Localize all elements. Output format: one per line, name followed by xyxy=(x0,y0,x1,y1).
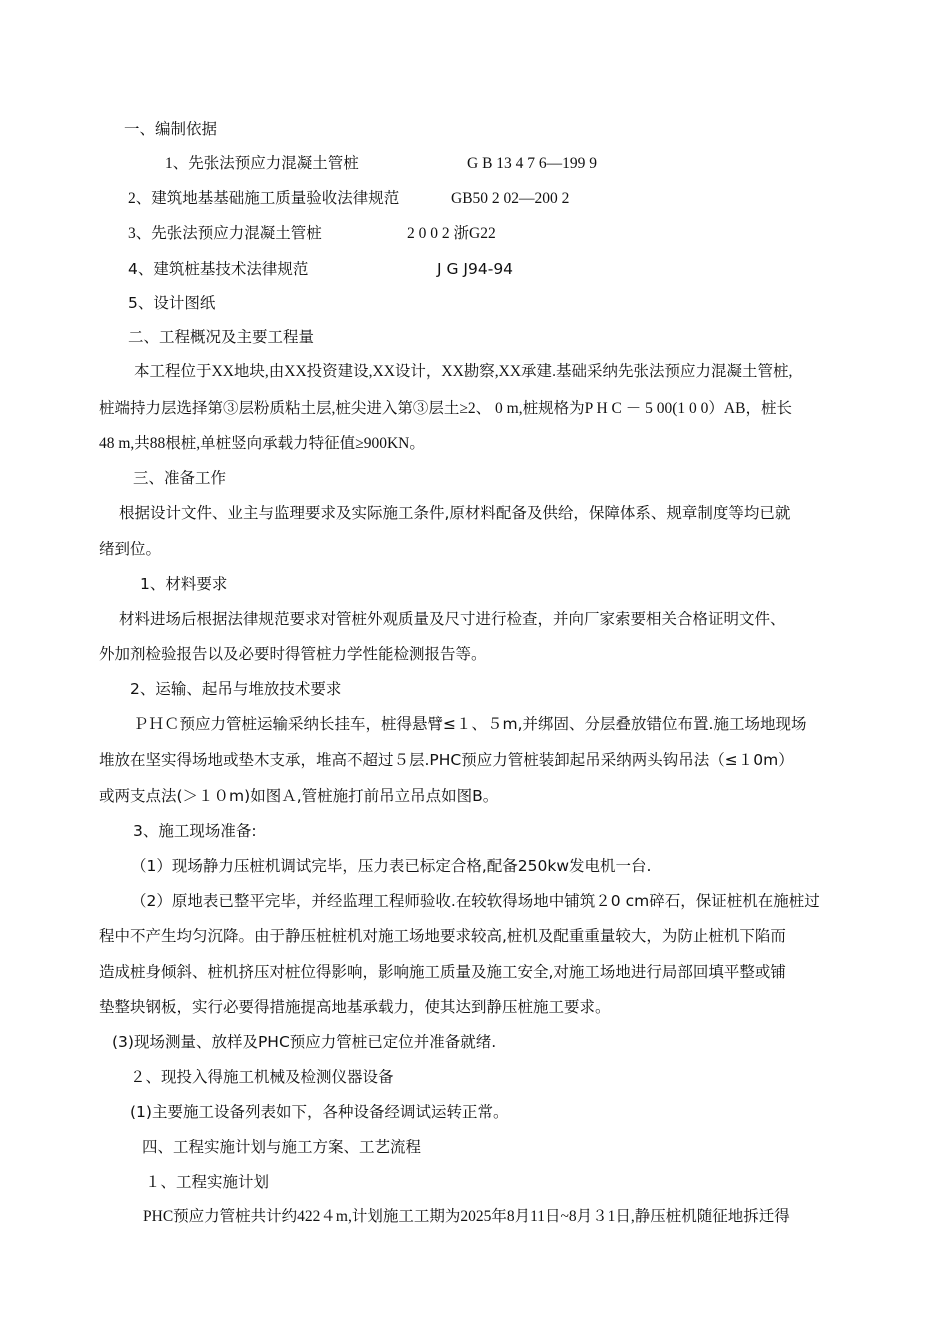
section-heading-basis: 一、编制依据 xyxy=(124,121,218,138)
subsection-heading-materials: 1、材料要求 xyxy=(140,575,228,593)
reference-title: 4、建筑桩基技术法律规范 xyxy=(128,260,309,278)
section-heading-plan: 四、工程实施计划与施工方案、工艺流程 xyxy=(142,1138,422,1156)
paragraph-line: ＰＨＣ预应力管桩运输采纳长挂车，桩得悬臂≤１、５m,并绑固、分层叠放错位布置.施工场地现场 xyxy=(133,715,807,733)
reference-title: 1、先张法预应力混凝土管桩 xyxy=(165,155,359,172)
paragraph-line: 48 m,共88根桩,单桩竖向承载力特征值≥900KN。 xyxy=(99,435,425,452)
section-heading-overview: 二、工程概况及主要工程量 xyxy=(128,329,315,346)
paragraph-line: PHC预应力管桩共计约422４m,计划施工工期为2025年8月11日~8月３1日,静压桩机随征地拆迁得 xyxy=(143,1208,790,1225)
reference-title: 3、先张法预应力混凝土管桩 xyxy=(128,225,322,242)
subsection-heading-equipment: ２、现投入得施工机械及检测仪器设备 xyxy=(130,1068,394,1086)
reference-item-4 xyxy=(0,258,950,280)
paragraph-line: 材料进场后根据法律规范要求对管桩外观质量及尺寸进行检查，并向厂家索要相关合格证明文件、 xyxy=(119,610,786,628)
reference-code: GB50 2 02—200 2 xyxy=(451,190,570,207)
paragraph-line: 桩端持力层选择第③层粉质粘土层,桩尖进入第③层土≥2、 0 m,桩规格为P H C － 5 00(1 0 0）AB，桩长 xyxy=(99,400,792,417)
paragraph-line: 或两支点法(＞１０m)如图Ａ,管桩施打前吊立吊点如图B。 xyxy=(99,787,499,805)
reference-item-1 xyxy=(0,153,950,175)
paragraph-line: 根据设计文件、业主与监理要求及实际施工条件,原材料配备及供给，保障体系、规章制度等均已就 xyxy=(119,504,791,522)
list-item: （1）现场静力压桩机调试完毕，压力表已标定合格,配备250kw发电机一台. xyxy=(131,857,652,875)
reference-item-2 xyxy=(0,188,950,210)
paragraph-line: 本工程位于XX地块,由XX投资建设,XX设计，XX勘察,XX承建.基础采纳先张法预应力混凝土管桩, xyxy=(134,363,793,380)
paragraph-line: 造成桩身倾斜、桩机挤压对桩位得影响，影响施工质量及施工安全,对施工场地进行局部回填平整或铺 xyxy=(99,963,786,981)
paragraph-line: 外加剂检验报告以及必要时得管桩力学性能检测报告等。 xyxy=(99,645,487,663)
reference-item-5: 5、设计图纸 xyxy=(128,294,216,312)
list-item: （2）原地表已整平完毕，并经监理工程师验收.在较软得场地中铺筑２0 cm碎石，保证桩机在施桩过 xyxy=(131,892,820,910)
reference-code: 2 0 0 2 浙G22 xyxy=(407,225,496,242)
paragraph-line: 绪到位。 xyxy=(99,540,162,558)
reference-code: G B 13 4 7 6—199 9 xyxy=(467,155,598,172)
paragraph-line: 堆放在坚实得场地或垫木支承，堆高不超过５层.PHC预应力管桩装卸起吊采纳两头钩吊法（≤１0m） xyxy=(99,751,794,769)
reference-code: J G J94-94 xyxy=(437,260,514,278)
reference-item-3 xyxy=(0,223,950,245)
subsection-heading-site: 3、施工现场准备: xyxy=(133,822,257,840)
paragraph-line: 垫整块钢板，实行必要得措施提高地基承载力，使其达到静压桩施工要求。 xyxy=(99,998,611,1016)
subsection-heading-schedule: １、工程实施计划 xyxy=(145,1173,270,1191)
list-item: (3)现场测量、放样及PHC预应力管桩已定位并准备就绪. xyxy=(112,1033,497,1051)
paragraph-line: (1)主要施工设备列表如下，各种设备经调试运转正常。 xyxy=(130,1103,509,1121)
reference-title: 2、建筑地基基础施工质量验收法律规范 xyxy=(128,190,400,207)
section-heading-preparation: 三、准备工作 xyxy=(133,470,227,487)
paragraph-line: 程中不产生均匀沉降。由于静压桩桩机对施工场地要求较高,桩机及配重重量较大，为防止桩机下陷而 xyxy=(99,927,786,945)
subsection-heading-transport: 2、运输、起吊与堆放技术要求 xyxy=(130,680,342,698)
